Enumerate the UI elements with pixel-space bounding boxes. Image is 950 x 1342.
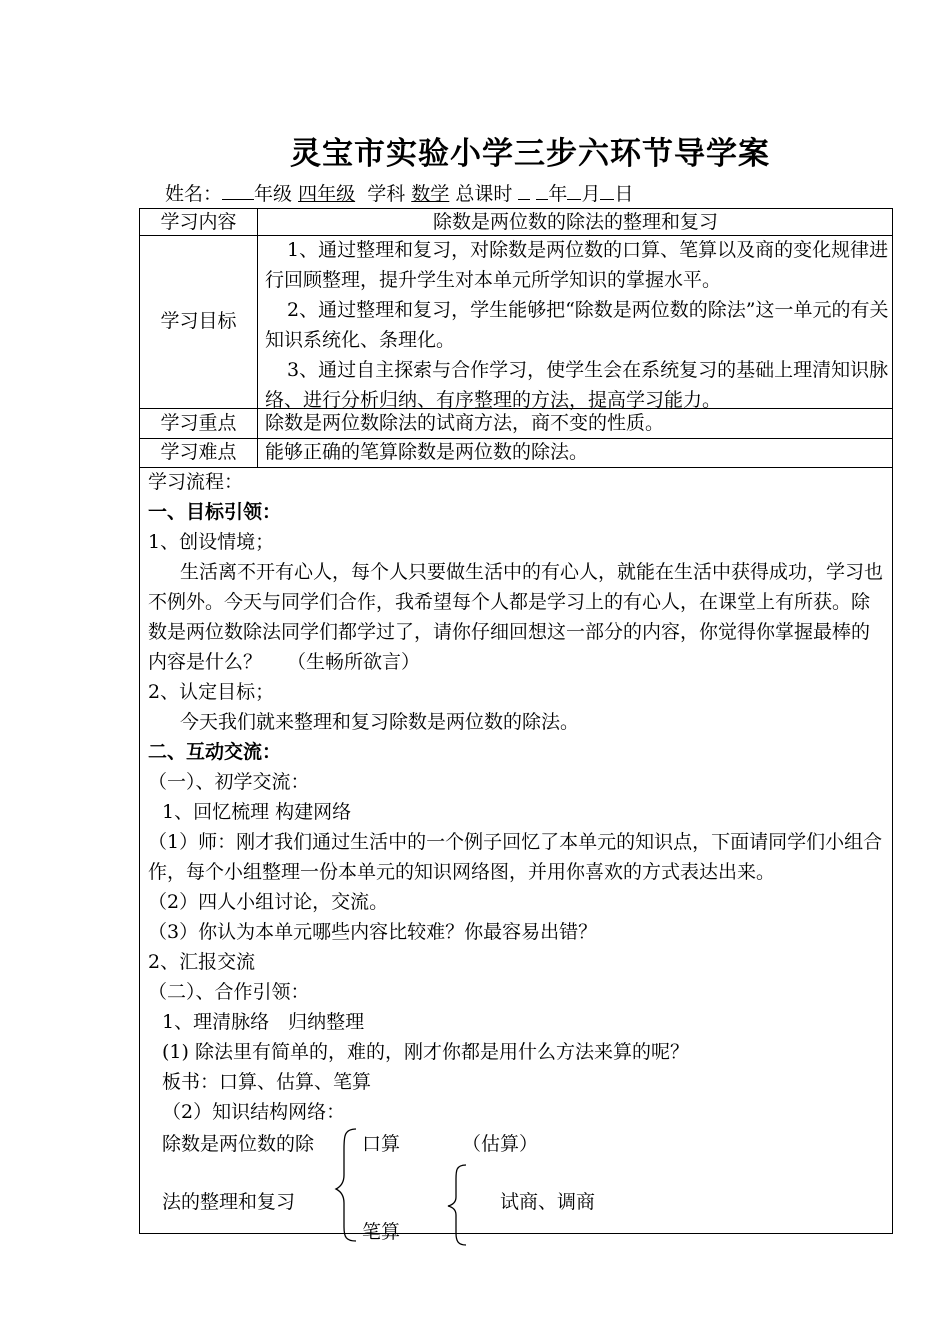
label-column-divider: [257, 209, 258, 467]
flow-heading: 学习流程：: [148, 471, 244, 493]
key-label: 学习重点: [160, 412, 237, 434]
paragraph: （3）你认为本单元哪些内容比较难？你最容易出错？: [148, 921, 598, 943]
content-value: 除数是两位数的除法的整理和复习: [432, 211, 718, 233]
content-label: 学习内容: [160, 211, 237, 233]
paragraph: (1) 除法里有简单的，难的，刚才你都是用什么方法来算的呢？: [162, 1041, 689, 1063]
diagram-branch-oral: 口算: [362, 1133, 401, 1155]
name-label: 姓名：: [165, 183, 223, 205]
diagram-branch-written: 笔算: [362, 1221, 401, 1243]
year-label: 年: [548, 183, 568, 205]
paragraph: （2）四人小组讨论，交流。: [148, 891, 389, 913]
hours-blank-2[interactable]: [536, 181, 548, 200]
key-value: 除数是两位数除法的试商方法，商不变的性质。: [265, 412, 665, 434]
diagram-branch-estimate: （估算）: [462, 1133, 539, 1155]
goal-item-2: 2、通过整理和复习，学生能够把“除数是两位数的除法”这一单元的有关知识系统化、条理化。: [265, 299, 889, 351]
section-heading: 二、互动交流：: [148, 741, 282, 763]
subsection-heading: 1、理清脉络 归纳整理: [162, 1011, 365, 1033]
subsection-heading: 2、汇报交流: [148, 951, 256, 973]
day-blank[interactable]: [600, 181, 614, 200]
paragraph: 生活离不开有心人，每个人只要做生活中的有心人，就能在生活中获得成功，学习也不例外。今天与同学们合作，我希望每个人都是学习上的有心人，在课堂上有所获。除数是两位数除法同学们都学过了，请你仔细回想这一部分的内容，你觉得你掌握最棒的内容是什么？ （生畅所欲言）: [148, 561, 884, 673]
name-blank[interactable]: [222, 181, 254, 200]
paragraph: （2）知识结构网络：: [162, 1101, 346, 1123]
student-info-line: [165, 179, 633, 206]
knowledge-structure-diagram: [148, 1127, 886, 1247]
paragraph: 今天我们就来整理和复习除数是两位数的除法。: [180, 711, 580, 733]
lesson-table: [139, 208, 893, 1243]
diagram-leaf-trial-quotient: 试商、调商: [500, 1191, 596, 1213]
subject-value: 数学: [411, 183, 450, 205]
goal-item-3: 3、通过自主探索与合作学习，使学生会在系统复习的基础上理清知识脉络、进行分析归纳、有序整理的方法，提高学习能力。: [265, 359, 889, 411]
difficulty-label: 学习难点: [160, 441, 237, 463]
left-brace-icon: [334, 1127, 362, 1243]
page-title: 灵宝市实验小学三步六环节导学案: [290, 136, 770, 172]
section-heading: 一、目标引领：: [148, 501, 282, 523]
goal-item-1: 1、通过整理和复习，对除数是两位数的口算、笔算以及商的变化规律进行回顾整理，提升学生对本单元所学知识的掌握水平。: [265, 239, 889, 291]
subsection-heading: 1、回忆梳理 构建网络: [162, 801, 352, 823]
paragraph: 板书：口算、估算、笔算: [162, 1071, 372, 1093]
diagram-root-line2: 法的整理和复习: [162, 1191, 296, 1213]
goals-label: 学习目标: [160, 310, 237, 332]
grade-value: 四年级: [298, 183, 356, 205]
left-brace-icon: [446, 1163, 472, 1247]
subsection-heading: 1、创设情境；: [148, 531, 275, 553]
paragraph: （1）师：刚才我们通过生活中的一个例子回忆了本单元的知识点，下面请同学们小组合作，每个小组整理一份本单元的知识网络图，并用你喜欢的方式表达出来。: [148, 831, 883, 883]
hours-label: 总课时: [455, 183, 513, 205]
month-blank[interactable]: [567, 181, 581, 200]
learning-flow: [148, 467, 886, 1247]
subsection-heading: （一）、初学交流：: [148, 771, 310, 793]
subject-label: 学科: [367, 183, 406, 205]
hours-blank-1[interactable]: [518, 181, 530, 200]
grade-label: 年级: [254, 183, 293, 205]
difficulty-value: 能够正确的笔算除数是两位数的除法。: [265, 441, 589, 463]
diagram-root-line1: 除数是两位数的除: [162, 1133, 315, 1155]
goals-list: [265, 235, 890, 415]
day-label: 日: [614, 183, 634, 205]
subsection-heading: （二）、合作引领：: [148, 981, 310, 1003]
subsection-heading: 2、认定目标；: [148, 681, 275, 703]
month-label: 月: [581, 183, 601, 205]
